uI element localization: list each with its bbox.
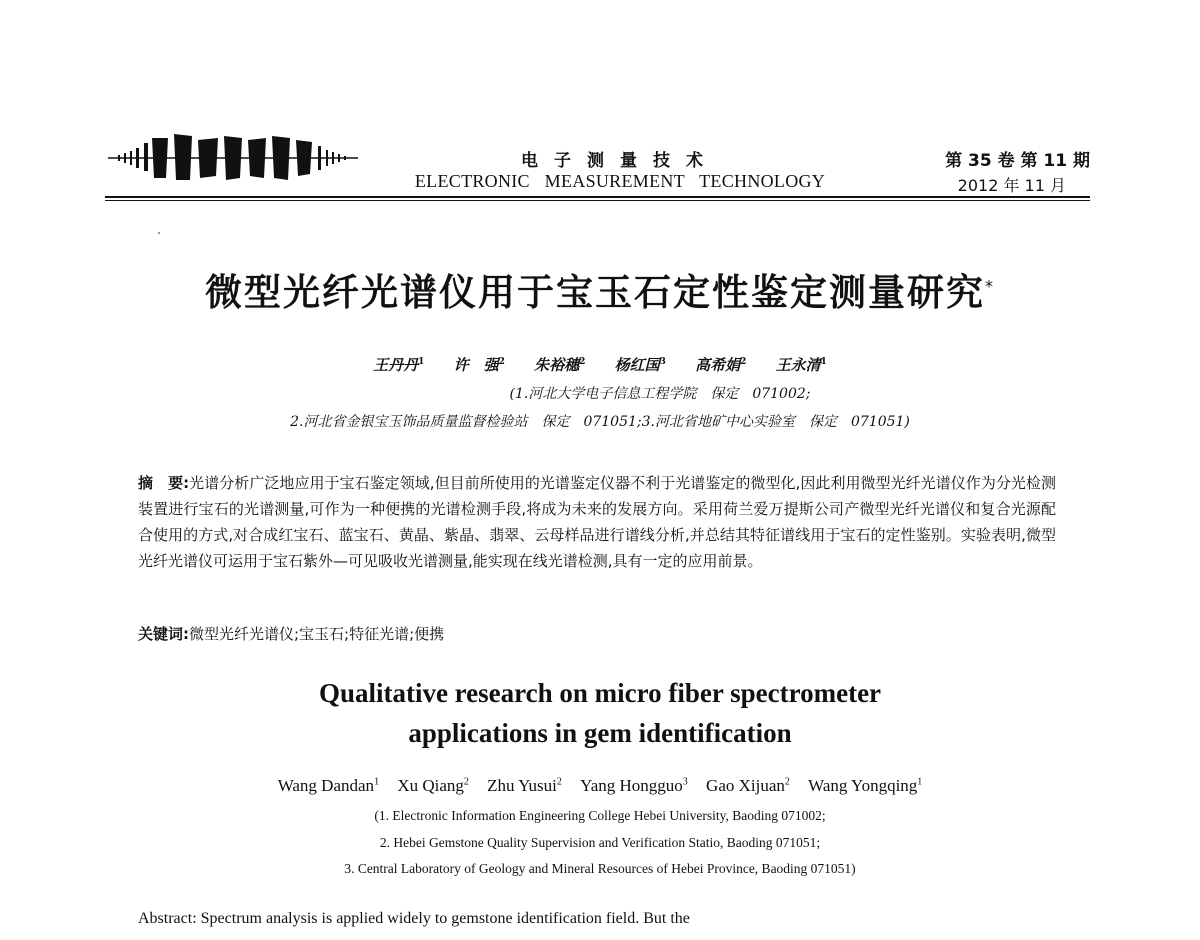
keywords-text: 微型光纤光谱仪;宝玉石;特征光谱;便携 — [189, 625, 445, 643]
keywords-label: 关键词: — [138, 625, 189, 643]
author-cn: 高希娟$^2$ — [695, 356, 747, 374]
header-rule-thick — [105, 196, 1090, 198]
affiliation-cn-2: 2.河北省金银宝玉饰品质量监督检验站 保定 071051;3.河北省地矿中心实验室 保定 071051) — [290, 414, 910, 430]
header-rule-thin — [105, 200, 1090, 201]
author-en: Gao Xijuan$^2$ — [706, 776, 790, 795]
affiliation-en-2: 2. Hebei Gemstone Quality Supervision and Verification Statio, Baoding 071051; — [379, 835, 821, 850]
author-en: Zhu Yusui$^2$ — [487, 776, 562, 795]
author-cn: 许 强$^2$ — [453, 356, 505, 374]
journal-logo-graphic — [108, 128, 358, 188]
abstract-cn — [138, 470, 1056, 574]
author-cn: 王永清$^1$ — [775, 356, 827, 374]
scan-speck — [158, 232, 160, 234]
author-list-en — [0, 776, 1200, 796]
journal-logo — [108, 128, 358, 192]
author-en: Xu Qiang$^2$ — [397, 776, 469, 795]
abstract-text: 光谱分析广泛地应用于宝石鉴定领域,但目前所使用的光谱鉴定仪器不利于光谱鉴定的微型化,因此利用微型光纤光谱仪作为分光检测装置进行宝石的光谱测量,可作为一种便携的光谱检测手段,将成为未来的发展方向。采用荷兰爱万提斯公司产微型光纤光谱仪和复合光源配合使用的方式,对合成红宝石、蓝宝石、黄晶、紫晶、翡翠、云母样品进行谱线分析,并总结其特征谱线用于宝石的定性鉴别。实验表明,微型光纤光谱仪可运用于宝石紫外—可见吸收光谱测量,能实现在线光谱检测,具有一定的应用前景。 — [138, 474, 1057, 570]
author-cn: 王丹丹$^1$ — [373, 356, 425, 374]
author-en: Wang Dandan$^1$ — [277, 776, 380, 795]
keywords-cn — [138, 621, 1056, 647]
author-en: Yang Hongguo$^3$ — [580, 776, 688, 795]
paper-title-cn — [0, 262, 1200, 316]
paper-title-en-line-2: applications in gem identification — [408, 718, 792, 748]
author-list-cn — [0, 354, 1200, 375]
author-en: Wang Yongqing$^1$ — [808, 776, 923, 795]
affiliation-en-1: (1. Electronic Information Engineering College Hebei University, Baoding 071002; — [374, 808, 826, 823]
abstract-label: 摘 要: — [138, 474, 190, 492]
paper-title-en-line-1: Qualitative research on micro fiber spectrometer — [318, 678, 882, 708]
author-cn: 朱裕穗$^2$ — [534, 356, 586, 374]
affiliation-cn-1: (1.河北大学电子信息工程学院 保定 071002; — [509, 386, 811, 402]
issue-date: 2012 年 11 月 — [957, 176, 1066, 195]
author-cn: 杨红国$^3$ — [614, 356, 666, 374]
affiliation-en-3: 3. Central Laboratory of Geology and Mineral Resources of Hebei Province, Baoding 071051) — [344, 861, 856, 876]
journal-name-en: ELECTRONIC MEASUREMENT TECHNOLOGY — [414, 171, 826, 191]
title-footnote-mark: * — [985, 276, 995, 296]
paper-title-cn-text: 微型光纤光谱仪用于宝玉石定性鉴定测量研究 — [205, 271, 985, 314]
issue-volume: 第 35 卷 第 11 期 — [945, 151, 1090, 171]
journal-name-cn: 电子测量技术 — [521, 151, 719, 171]
abstract-en-start: Abstract: Spectrum analysis is applied widely to gemstone identification field. But the — [138, 910, 690, 927]
